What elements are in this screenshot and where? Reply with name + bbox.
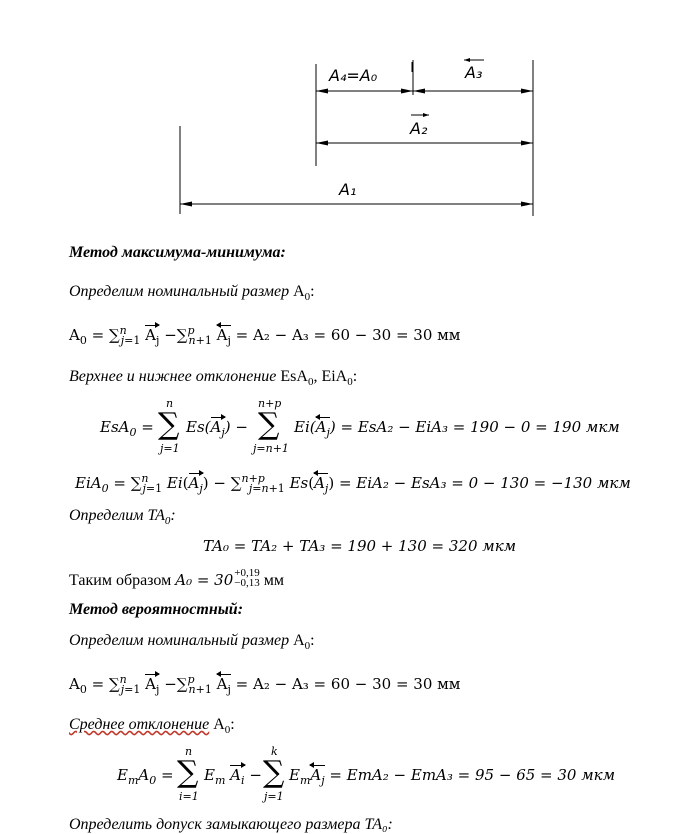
es-term2: $Ei(A_j) = EsA_2 - EiA_3 = 190 - 0 = 190$ мкм	[294, 418, 620, 439]
es-sum2-sigma: ∑	[258, 407, 280, 442]
em-sum2-upper: k	[271, 745, 278, 758]
tolerance-label: Определить допуск замыкающего размера TA₀:	[69, 816, 393, 833]
ei-formula: EiA$_0$ = ∑$^n_{j=1}$ $Ei(A_j) - \sum^{n+p}_{j=n+1}$ $Es(A_j) = EiA_2 - EsA_3 = 0 - 130 = -130$ мкм	[75, 472, 631, 495]
em-term2: $E_mA_j = EmA_2 - EmA_3 = 95 - 65 = 30$ мкм	[289, 766, 616, 787]
em-sum1-sigma: ∑	[177, 755, 199, 790]
nominal-size-formula-2: $A_0 = \sum^n_{j=1}$ $A_j -\sum^p_{n+1}$ $A_j = A_2 - A_3 = 60 - 30 = 30$ мм	[69, 673, 461, 696]
em-sum1-lower: i=1	[179, 790, 199, 803]
dim-label-a3: A₃	[465, 63, 483, 82]
em-term1: $E_m$ $A_i$ −	[204, 766, 262, 787]
es-sum1-lower: j=1	[160, 442, 180, 455]
nominal-size-formula: $A_0 = \sum^n_{j=1}$ $A_j -\sum^p_{n+1}$ $A_j = A_2 - A_3 = 60 - 30 = 30$ мм	[69, 324, 461, 347]
es-sum2-upper: n+p	[258, 397, 282, 410]
nominal-size-label-2: Определим номинальный размер $A_0$:	[69, 632, 315, 653]
es-formula: EsA$_0$ =	[100, 418, 154, 439]
deviation-label: Верхнее и нижнее отклонение EsA$_0$, EiA$_0$:	[69, 368, 358, 389]
mean-deviation-label: Среднее отклонение $A_0$:	[69, 716, 235, 737]
dim-label-a2: A₂	[410, 119, 428, 138]
es-sum2-lower: j=n+1	[253, 442, 289, 455]
dim-label-a1: A₁	[339, 180, 357, 199]
heading-max-min-method: Метод максимума-минимума:	[69, 244, 286, 261]
es-sum1-upper: n	[166, 397, 174, 410]
result-line: Таким образом A₀ = 30+0,19 −0,13 мм	[69, 567, 284, 590]
em-sum2-sigma: ∑	[263, 755, 285, 790]
heading-probabilistic-method: Метод вероятностный:	[69, 601, 244, 618]
ta-formula: TA₀ = TA₂ + TA₃ = 190 + 130 = 320 мкм	[203, 537, 517, 555]
em-sum1-upper: n	[185, 745, 193, 758]
nominal-size-label: Определим номинальный размер $A_0$:	[69, 283, 315, 304]
ta-label: Определим $TA_0$:	[69, 507, 176, 528]
es-term1: $Es(A_j)$ −	[186, 418, 248, 439]
em-formula: $E_mA_0$ =	[117, 766, 174, 787]
dim-label-a4-a0: A₄=A₀	[329, 66, 378, 85]
es-sum1-sigma: ∑	[158, 407, 180, 442]
em-sum2-lower: j=1	[264, 790, 284, 803]
